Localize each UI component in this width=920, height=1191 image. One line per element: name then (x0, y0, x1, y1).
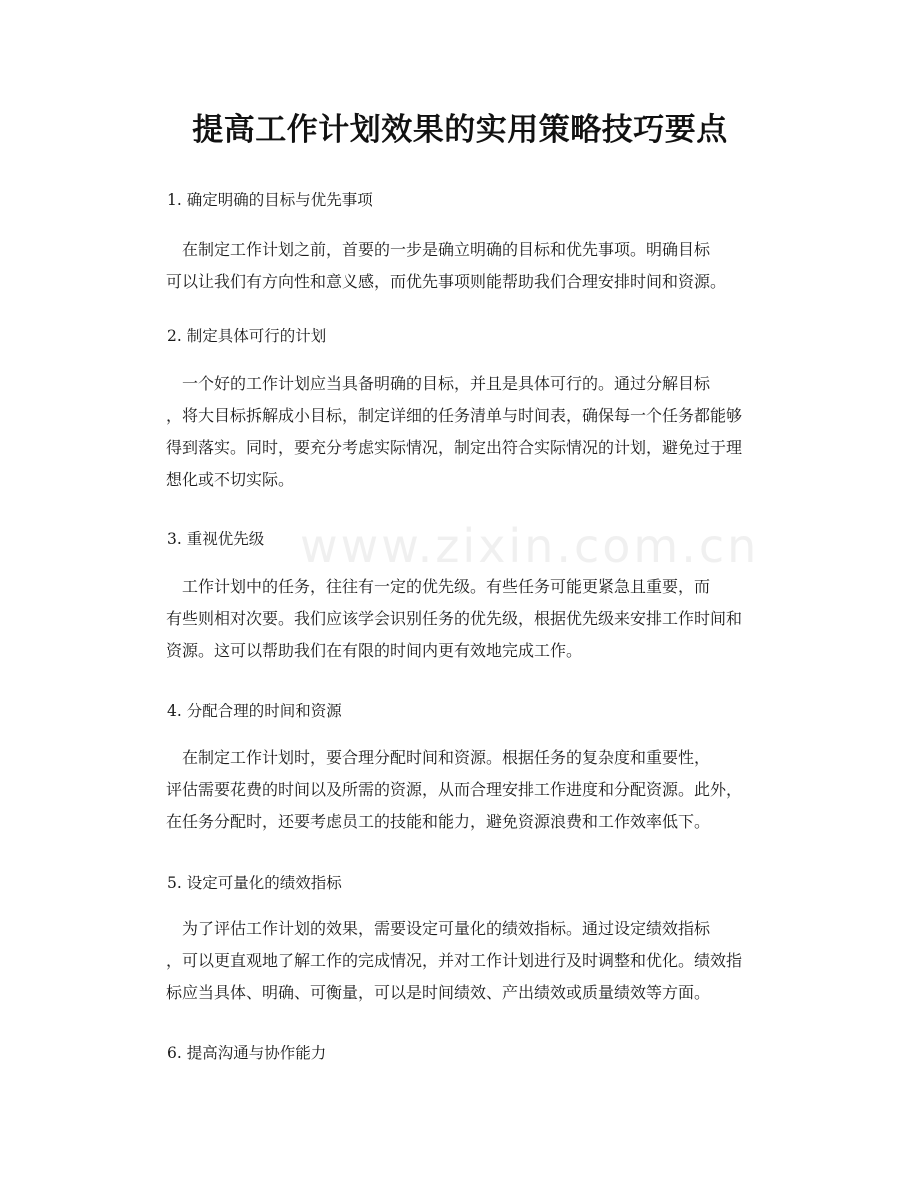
paragraph-line: 可以让我们有方向性和意义感，而优先事项则能帮助我们合理安排时间和资源。 (166, 272, 727, 291)
section-heading-4: 4. 分配合理的时间和资源 (167, 702, 342, 720)
paragraph-line: 为了评估工作计划的效果，需要设定可量化的绩效指标。通过设定绩效指标 (182, 919, 711, 938)
page-title: 提高工作计划效果的实用策略技巧要点 (192, 112, 728, 148)
paragraph-line: 在任务分配时，还要考虑员工的技能和能力，避免资源浪费和工作效率低下。 (166, 812, 711, 831)
paragraph-line: 在制定工作计划之前，首要的一步是确立明确的目标和优先事项。明确目标 (182, 240, 711, 259)
paragraph-line: 工作计划中的任务，往往有一定的优先级。有些任务可能更紧急且重要，而 (182, 577, 711, 596)
section-paragraph-1 (166, 234, 786, 298)
section-heading-3: 3. 重视优先级 (167, 530, 265, 548)
paragraph-line: ，可以更直观地了解工作的完成情况，并对工作计划进行及时调整和优化。绩效指 (166, 951, 743, 970)
paragraph-line: 标应当具体、明确、可衡量，可以是时间绩效、产出绩效或质量绩效等方面。 (166, 983, 711, 1002)
section-paragraph-4 (166, 742, 786, 838)
section-paragraph-3 (166, 571, 786, 667)
paragraph-line: ，将大目标拆解成小目标，制定详细的任务清单与时间表，确保每一个任务都能够 (166, 406, 743, 425)
paragraph-line: 评估需要花费的时间以及所需的资源，从而合理安排工作进度和分配资源。此外， (166, 780, 743, 799)
section-heading-6: 6. 提高沟通与协作能力 (167, 1044, 327, 1062)
paragraph-line: 在制定工作计划时，要合理分配时间和资源。根据任务的复杂度和重要性， (182, 748, 711, 767)
paragraph-line: 得到落实。同时，要充分考虑实际情况，制定出符合实际情况的计划，避免过于理 (166, 438, 743, 457)
paragraph-line: 有些则相对次要。我们应该学会识别任务的优先级，根据优先级来安排工作时间和 (166, 609, 743, 628)
section-heading-2: 2. 制定具体可行的计划 (167, 327, 327, 345)
watermark: www.zixin.com.cn (300, 519, 760, 573)
section-paragraph-2 (166, 368, 786, 496)
paragraph-line: 资源。这可以帮助我们在有限的时间内更有效地完成工作。 (166, 641, 583, 660)
section-heading-1: 1. 确定明确的目标与优先事项 (167, 191, 373, 209)
paragraph-line: 一个好的工作计划应当具备明确的目标，并且是具体可行的。通过分解目标 (182, 374, 711, 393)
section-paragraph-5 (166, 913, 786, 1009)
paragraph-line: 想化或不切实际。 (166, 470, 295, 489)
section-heading-5: 5. 设定可量化的绩效指标 (167, 874, 342, 892)
